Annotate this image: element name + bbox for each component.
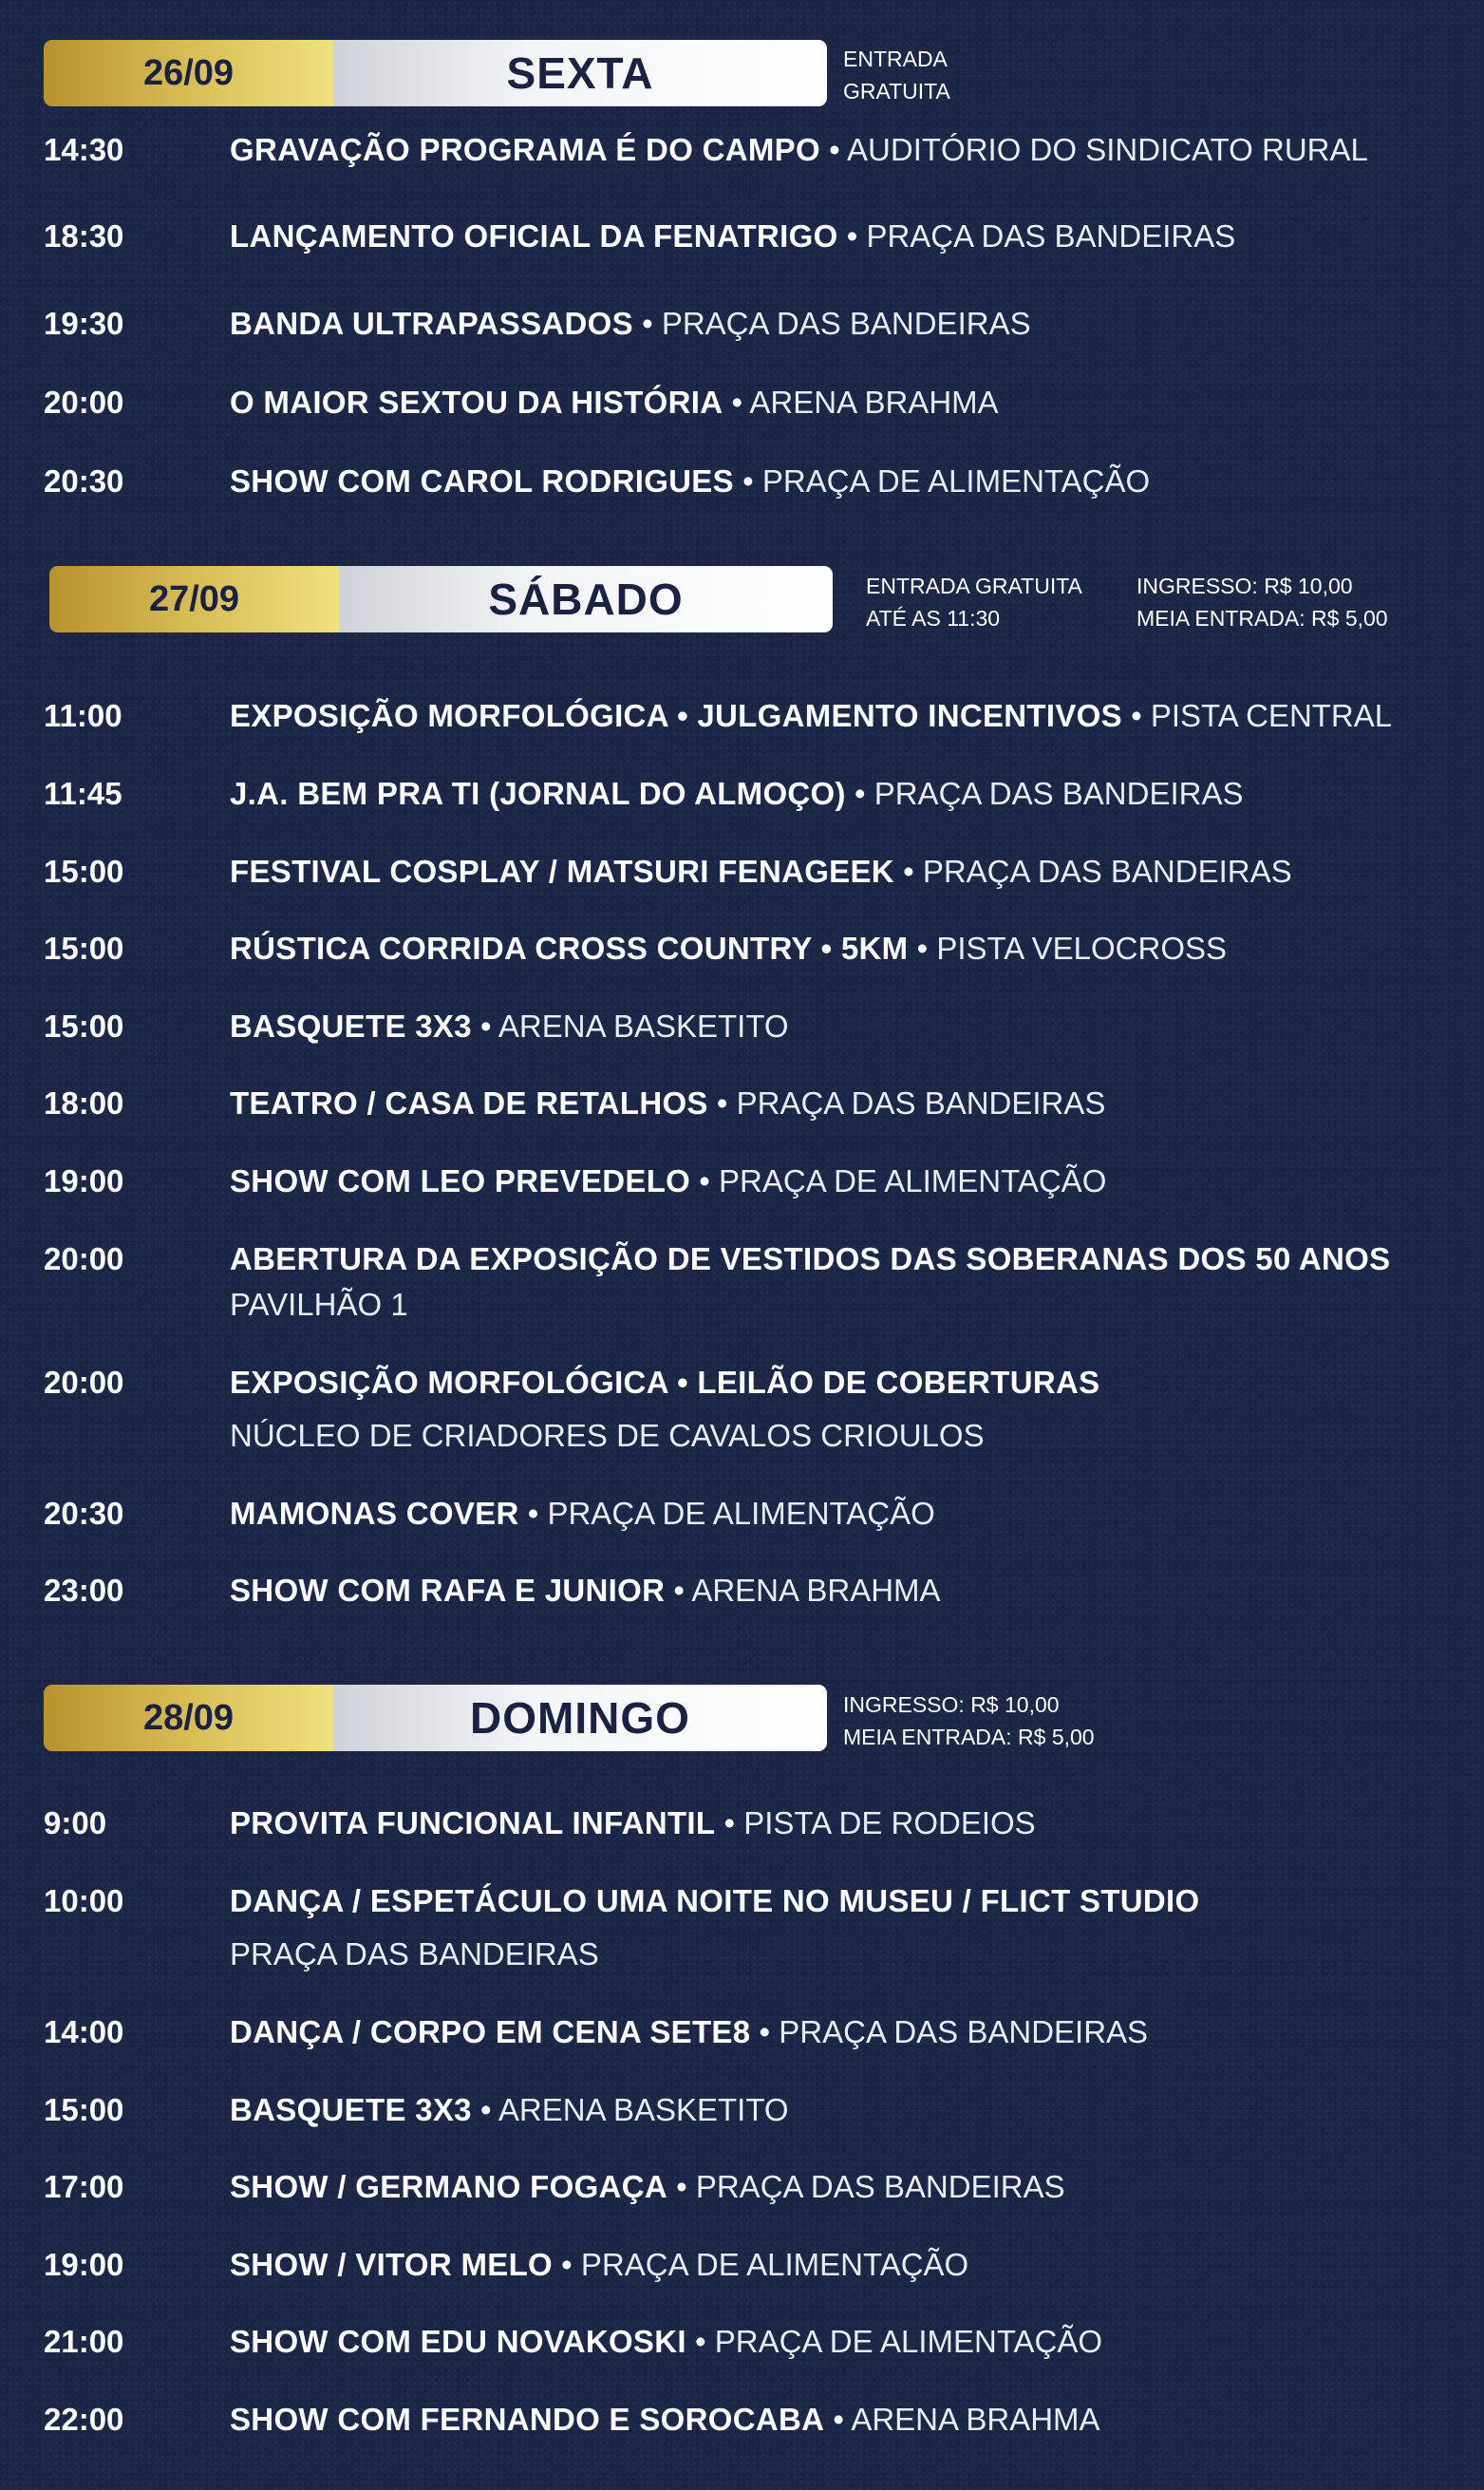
event-place: PRAÇA DAS BANDEIRAS	[230, 1936, 599, 1971]
event-time: 19:00	[44, 2247, 124, 2282]
event-row	[44, 1364, 1456, 1455]
event-title: LANÇAMENTO OFICIAL DA FENATRIGO	[230, 218, 838, 254]
day-header-sexta	[44, 40, 827, 106]
day-header-sabado	[49, 566, 833, 632]
event-title: BANDA ULTRAPASSADOS	[230, 306, 633, 341]
event-time: 15:00	[44, 931, 124, 966]
event-title: TEATRO / CASA DE RETALHOS	[230, 1085, 708, 1121]
event-title: BASQUETE 3X3	[230, 1009, 472, 1044]
event-place: PISTA VELOCROSS	[936, 931, 1228, 966]
event-title: SHOW COM FERNANDO E SOROCABA	[230, 2402, 825, 2437]
event-time: 11:45	[44, 776, 122, 811]
event-row	[44, 1240, 1456, 1326]
event-time: 20:00	[44, 385, 124, 420]
event-title: GRAVAÇÃO PROGRAMA É DO CAMPO	[230, 132, 820, 167]
event-title: SHOW COM CAROL RODRIGUES	[230, 463, 734, 499]
event-place: ARENA BRAHMA	[749, 385, 999, 420]
event-time: 21:00	[44, 2324, 124, 2359]
event-title: RÚSTICA CORRIDA CROSS COUNTRY • 5KM	[230, 931, 909, 966]
event-place: PRAÇA DE ALIMENTAÇÃO	[547, 1496, 935, 1531]
day-date: 27/09	[49, 566, 339, 632]
event-place: PAVILHÃO 1	[230, 1287, 408, 1322]
event-time: 19:00	[44, 1163, 124, 1198]
event-title: DANÇA / CORPO EM CENA SETE8	[230, 2014, 751, 2049]
day-weekday: DOMINGO	[333, 1685, 827, 1751]
event-place: PRAÇA DAS BANDEIRAS	[695, 2169, 1065, 2204]
event-place: NÚCLEO DE CRIADORES DE CAVALOS CRIOULOS	[230, 1418, 985, 1453]
day-header-domingo	[44, 1685, 827, 1751]
event-place: PRAÇA DAS BANDEIRAS	[922, 854, 1292, 889]
event-place: PRAÇA DAS BANDEIRAS	[873, 776, 1244, 811]
event-title: DANÇA / ESPETÁCULO UMA NOITE NO MUSEU / FLICT STUDIO	[230, 1883, 1200, 1918]
event-place: AUDITÓRIO DO SINDICATO RURAL	[847, 132, 1368, 167]
program-page: 26/09 SEXTA ENTRADA GRATUITA 14:30 GRAVAÇÃO PROGRAMA É DO CAMPO • AUDITÓRIO DO SINDICATO RURAL 18:30 LANÇAMENTO OFICIAL DA FENATRIGO • PRAÇA DAS BANDEIRAS 19:30 BANDA ULTRAPASSADOS • PRAÇA DAS BANDEIRAS 20:00 O MAIOR SEXTOU DA HISTÓRIA • ARENA BRAHMA 20:30 SHOW COM CAROL RODRIGUES • PRAÇA DE ALIMENTAÇÃO 27/09 SÁBADO ENTRADA GRATUITA ATÉ AS 11:30 INGRESSO: R$ 10,00 MEIA ENTRADA: R$ 5,00 11:00 EXPOSIÇÃO MORFOLÓGICA • JULGAMENTO INCENTIVOS • PISTA CENTRAL 11:45 J.A. BEM PRA TI (JORNAL DO ALMOÇO) • PRAÇA DAS BANDEIRAS 15:00 FESTIVAL COSPLAY / MATSURI FENAGEEK • PRAÇA DAS BANDEIRAS 15:00 RÚSTICA CORRIDA CROSS COUNTRY • 5KM • PISTA VELOCROSS 15:00 BASQUETE 3X3 • ARENA BASKETITO 18:00 TEATRO / CASA DE RETALHOS • PRAÇA DAS BANDEIRAS 19:00 SHOW COM LEO PREVEDELO • PRAÇA DE ALIMENTAÇÃO 20:00 ABERTURA DA EXPOSIÇÃO DE VESTIDOS DAS SOBERANAS DOS 50 ANOS PAVILHÃO 1 20:00 EXPOSIÇÃO MORFOLÓGICA • LEILÃO DE COBERTURAS NÚCLEO DE CRIADORES DE CAVALOS CRIOULOS 20:30 MAMONAS COVER • PRAÇA DE ALIMENTAÇÃO 23:00 SHOW COM RAFA E JUNIOR • ARENA BRAHMA 28/09 DOMINGO INGRESSO: R$ 10,00 MEIA ENTRADA: R$ 5,00 9:00 PROVITA FUNCIONAL INFANTIL • PISTA DE RODEIOS 10:00 DANÇA / ESPETÁCULO UMA NOITE NO MUSEU / FLICT STUDIO PRAÇA DAS BANDEIRAS 14:00 DANÇA / CORPO EM CENA SETE8 • PRAÇA DAS BANDEIRAS 15:00 BASQUETE 3X3 • ARENA BASKETITO 17:00 SHOW / GERMANO FOGAÇA • PRAÇA DAS BANDEIRAS 19:00 SHOW / VITOR MELO • PRAÇA DE ALIMENTAÇÃO 21:00 SHOW COM EDU NOVAKOSKI • PRAÇA DE ALIMENTAÇÃO 22:00 SHOW COM FERNANDO E SOROCABA • ARENA BRAHMA	[0, 0, 1484, 2490]
event-place: ARENA BRAHMA	[851, 2402, 1100, 2437]
event-title: SHOW / VITOR MELO	[230, 2247, 553, 2282]
event-place: PISTA DE RODEIOS	[743, 1805, 1036, 1840]
event-time: 11:00	[44, 698, 122, 733]
event-time: 15:00	[44, 1009, 124, 1044]
event-title: EXPOSIÇÃO MORFOLÓGICA • JULGAMENTO INCENTIVOS	[230, 698, 1122, 733]
event-time: 20:00	[44, 1241, 124, 1276]
event-place: PRAÇA DAS BANDEIRAS	[866, 218, 1236, 254]
event-title: EXPOSIÇÃO MORFOLÓGICA • LEILÃO DE COBERTURAS	[230, 1365, 1100, 1400]
event-place: PRAÇA DE ALIMENTAÇÃO	[761, 463, 1151, 499]
day-date: 28/09	[44, 1685, 333, 1751]
event-title: FESTIVAL COSPLAY / MATSURI FENAGEEK	[230, 854, 894, 889]
event-time: 17:00	[44, 2169, 124, 2204]
event-place: PRAÇA DE ALIMENTAÇÃO	[714, 2324, 1103, 2359]
event-time: 20:30	[44, 1496, 124, 1531]
event-time: 22:00	[44, 2402, 124, 2437]
ticket-note: INGRESSO: R$ 10,00 MEIA ENTRADA: R$ 5,00	[843, 1692, 1095, 1749]
event-time: 9:00	[44, 1805, 107, 1840]
event-place: ARENA BRAHMA	[691, 1573, 941, 1608]
event-place: PRAÇA DE ALIMENTAÇÃO	[719, 1163, 1107, 1198]
event-title: SHOW COM EDU NOVAKOSKI	[230, 2324, 686, 2359]
day-weekday: SEXTA	[333, 40, 827, 106]
event-place: PISTA CENTRAL	[1150, 698, 1393, 733]
day-date: 26/09	[44, 40, 333, 106]
entry-note: ENTRADA GRATUITA	[843, 47, 950, 104]
event-title: SHOW COM LEO PREVEDELO	[230, 1163, 691, 1198]
event-title: SHOW COM RAFA E JUNIOR	[230, 1573, 666, 1608]
event-row	[44, 1882, 1456, 1973]
event-place: ARENA BASKETITO	[498, 2092, 789, 2127]
event-title: O MAIOR SEXTOU DA HISTÓRIA	[230, 385, 723, 420]
ticket-note: INGRESSO: R$ 10,00 MEIA ENTRADA: R$ 5,00	[1136, 574, 1388, 631]
event-time: 20:30	[44, 463, 124, 499]
event-title: SHOW / GERMANO FOGAÇA	[230, 2169, 667, 2204]
event-place: ARENA BASKETITO	[498, 1009, 789, 1044]
event-title: ABERTURA DA EXPOSIÇÃO DE VESTIDOS DAS SOBERANAS DOS 50 ANOS	[230, 1241, 1391, 1276]
event-time: 15:00	[44, 854, 124, 889]
event-time: 15:00	[44, 2092, 124, 2127]
event-time: 20:00	[44, 1365, 124, 1400]
event-time: 14:00	[44, 2014, 124, 2049]
event-place: PRAÇA DAS BANDEIRAS	[661, 306, 1031, 341]
event-time: 23:00	[44, 1573, 124, 1608]
event-title: PROVITA FUNCIONAL INFANTIL	[230, 1805, 716, 1840]
event-place: PRAÇA DAS BANDEIRAS	[736, 1085, 1106, 1121]
event-title: BASQUETE 3X3	[230, 2092, 472, 2127]
day-weekday: SÁBADO	[339, 566, 833, 632]
event-place: PRAÇA DAS BANDEIRAS	[779, 2014, 1149, 2049]
event-title: MAMONAS COVER	[230, 1496, 519, 1531]
event-time: 18:00	[44, 1085, 124, 1121]
event-time: 19:30	[44, 306, 124, 341]
event-place: PRAÇA DE ALIMENTAÇÃO	[580, 2247, 969, 2282]
event-time: 10:00	[44, 1883, 124, 1918]
event-time: 18:30	[44, 218, 124, 254]
event-time: 14:30	[44, 132, 124, 167]
event-title: J.A. BEM PRA TI (JORNAL DO ALMOÇO)	[230, 776, 846, 811]
entry-note: ENTRADA GRATUITA ATÉ AS 11:30	[866, 574, 1082, 631]
